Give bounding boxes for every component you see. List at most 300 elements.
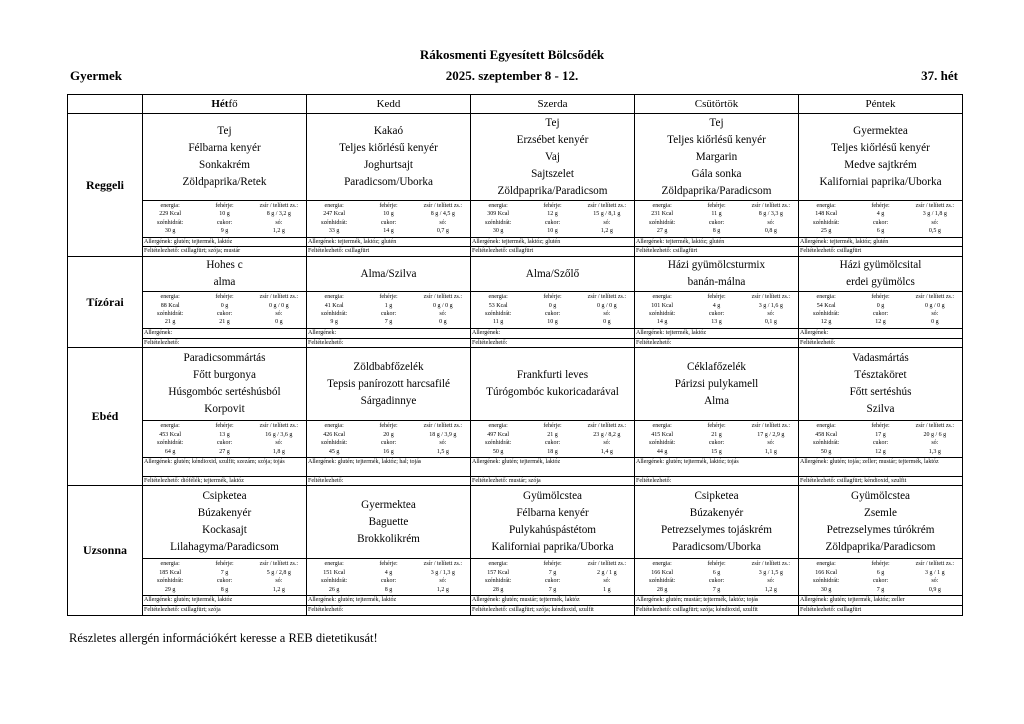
nutrition-value: 0 g: [220, 302, 229, 309]
menu-item: Házi gyümölcsital: [839, 259, 922, 272]
allergen-note: Allergének: tejtermék, laktóz: [635, 328, 798, 338]
nutrition-value: 14 g: [656, 319, 668, 326]
nutrition-value: 11 g: [493, 319, 504, 326]
possible-allergen-note: Feltételezhető:: [635, 338, 798, 348]
nutrition-label: zsír / telített zs.:: [751, 294, 790, 301]
nutrition-value: 6 g: [876, 569, 885, 576]
nutrition-label: energia:: [816, 294, 836, 301]
nutrition-label: energia:: [160, 561, 180, 568]
nutrition-value: 33 g: [328, 228, 340, 235]
nutrition-label: zsír / telített zs.:: [915, 294, 954, 301]
nutrition-value: 0 g: [548, 302, 557, 309]
nutrition-label: fehérje:: [871, 203, 890, 209]
nutrition-value: 3 g / 1,8 g: [922, 211, 947, 218]
nutrition-value: 1,2 g: [436, 586, 449, 593]
nutrition-label: fehérje:: [543, 423, 562, 430]
nutrition-label: fehérje:: [543, 203, 562, 209]
nutrition-grid: [307, 420, 470, 457]
possible-allergen-note: Feltételezhető:: [799, 338, 962, 348]
meal-label: Tízórai: [68, 257, 143, 348]
menu-cell: [635, 257, 799, 348]
nutrition-label: só:: [931, 219, 939, 226]
week-number: 37. hét: [921, 68, 958, 83]
nutrition-label: fehérje:: [379, 561, 398, 568]
nutrition-value: 16 g: [383, 448, 394, 455]
day-header-row: [68, 95, 963, 114]
nutrition-label: cukor:: [380, 311, 397, 318]
nutrition-label: zsír / telített zs.:: [587, 294, 626, 301]
possible-allergen-note: Feltételezhető:: [307, 605, 470, 615]
menu-item: Erzsébet kenyér: [516, 133, 589, 146]
nutrition-value: 16 g / 3,6 g: [265, 431, 293, 438]
menu-items: [635, 114, 798, 200]
nutrition-label: szénhidrát:: [321, 440, 348, 447]
menu-item: Zöldpaprika/Paradicsom: [825, 541, 936, 554]
nutrition-label: energia:: [324, 294, 344, 301]
nutrition-label: zsír / telített zs.:: [915, 561, 954, 568]
meal-label: Ebéd: [68, 348, 143, 486]
nutrition-value: 8 g / 3,3 g: [758, 211, 783, 218]
nutrition-value: 27 g: [656, 228, 668, 235]
allergen-note: Allergének: glutén; tejtermék, laktóz: [143, 595, 306, 605]
date-range: 2025. szeptember 8 - 12.: [445, 68, 579, 83]
menu-item: Frankfurti leves: [516, 369, 589, 382]
nutrition-value: 185 Kcal: [159, 569, 182, 576]
day-header: [471, 95, 635, 114]
menu-items: [307, 486, 470, 558]
nutrition-value: 7 g: [384, 319, 393, 326]
nutrition-label: cukor:: [708, 311, 725, 318]
menu-item: Főtt burgonya: [193, 369, 256, 382]
nutrition-label: energia:: [816, 561, 836, 568]
menu-item: Petrezselymes tojáskrém: [661, 524, 772, 537]
menu-cell: [307, 257, 471, 348]
menu-cell: [307, 348, 471, 486]
menu-item: Szilva: [866, 403, 895, 416]
nutrition-label: energia:: [160, 423, 180, 430]
nutrition-label: fehérje:: [379, 294, 398, 301]
possible-allergen-note: Feltételezhető: csillagfürt; szója; mustár: [143, 246, 306, 256]
nutrition-value: 14 g: [383, 228, 394, 235]
nutrition-value: 1 g: [384, 302, 393, 309]
possible-allergen-note: Feltételezhető: csillagfürt; szója; kéndioxid, szulfit: [635, 605, 798, 615]
nutrition-value: 30 g: [492, 228, 504, 235]
nutrition-value: 0,5 g: [928, 228, 941, 235]
allergen-note: Allergének: glutén; mustár; tejtermék, laktóz: [471, 595, 634, 605]
nutrition-label: szénhidrát:: [813, 219, 840, 226]
nutrition-value: 18 g: [547, 448, 558, 455]
possible-allergen-note: Feltételezhető: mustár; szója: [471, 476, 634, 486]
menu-item: Teljes kiőrlésű kenyér: [339, 142, 438, 154]
allergen-note: Allergének: tejtermék, laktóz; glutén: [307, 237, 470, 247]
nutrition-value: 1,8 g: [272, 448, 285, 455]
menu-item: Paradicsom/Uborka: [344, 176, 433, 188]
menu-cell: [799, 257, 963, 348]
day-header: [307, 95, 471, 114]
nutrition-value: 21 g: [164, 319, 176, 326]
menu-items: [635, 257, 798, 291]
possible-allergen-note: Feltételezhető: csillagfürt: [799, 605, 962, 615]
nutrition-label: fehérje:: [871, 294, 890, 301]
nutrition-label: szénhidrát:: [485, 578, 512, 585]
nutrition-value: 0 g / 0 g: [924, 302, 945, 309]
menu-items: [143, 348, 306, 420]
menu-cell: [471, 486, 635, 615]
nutrition-label: szénhidrát:: [649, 311, 676, 318]
nutrition-value: 1,2 g: [272, 586, 285, 593]
nutrition-label: cukor:: [544, 219, 561, 226]
nutrition-value: 3 g / 1,3 g: [430, 569, 455, 576]
possible-allergen-note: Feltételezhető:: [307, 338, 470, 348]
day-header: [799, 95, 963, 114]
nutrition-label: cukor:: [544, 311, 561, 318]
nutrition-label: fehérje:: [215, 561, 234, 568]
nutrition-label: energia:: [816, 423, 836, 430]
nutrition-value: 10 g: [547, 319, 558, 326]
nutrition-value: 229 Kcal: [159, 211, 182, 218]
menu-item: Tésztaköret: [854, 369, 907, 382]
nutrition-value: 28 g: [656, 586, 668, 593]
possible-allergen-note: Feltételezhető: csillagfürt: [799, 246, 962, 256]
menu-items: [471, 486, 634, 558]
allergen-note: Allergének:: [471, 328, 634, 338]
nutrition-grid: [635, 200, 798, 237]
menu-item: Tej: [545, 116, 560, 129]
nutrition-label: szénhidrát:: [321, 578, 348, 585]
nutrition-label: cukor:: [872, 578, 889, 585]
nutrition-label: só:: [603, 578, 611, 585]
nutrition-value: 15 g: [711, 448, 722, 455]
menu-item: Alma: [704, 394, 729, 407]
nutrition-value: 27 g: [219, 448, 230, 455]
nutrition-label: energia:: [488, 423, 508, 430]
menu-cell: [307, 486, 471, 615]
nutrition-value: 26 g: [328, 586, 340, 593]
nutrition-label: zsír / telített zs.:: [423, 294, 462, 301]
menu-cell: [471, 114, 635, 257]
nutrition-label: zsír / telített zs.:: [915, 423, 954, 430]
audience-label: Gyermek: [70, 68, 122, 83]
menu-items: [143, 257, 306, 291]
menu-items: [307, 114, 470, 200]
nutrition-label: fehérje:: [707, 561, 726, 568]
nutrition-label: só:: [603, 311, 611, 318]
nutrition-label: szénhidrát:: [813, 440, 840, 447]
nutrition-value: 497 Kcal: [487, 431, 510, 438]
nutrition-value: 3 g / 1,6 g: [758, 302, 783, 309]
nutrition-value: 0 g: [439, 319, 447, 326]
nutrition-value: 54 Kcal: [816, 302, 836, 309]
nutrition-label: cukor:: [708, 578, 725, 585]
menu-item: Gyermektea: [853, 125, 908, 137]
nutrition-label: cukor:: [216, 311, 233, 318]
nutrition-grid: [635, 291, 798, 328]
nutrition-label: zsír / telített zs.:: [587, 203, 626, 209]
menu-item: Főtt sertéshús: [849, 386, 912, 399]
nutrition-value: 23 g / 8,2 g: [593, 431, 621, 438]
nutrition-grid: [471, 420, 634, 457]
nutrition-value: 10 g: [383, 211, 394, 218]
menu-items: [635, 348, 798, 420]
nutrition-label: szénhidrát:: [485, 440, 512, 447]
nutrition-value: 1,2 g: [272, 228, 285, 235]
nutrition-value: 2 g / 1 g: [596, 569, 617, 576]
nutrition-label: só:: [275, 440, 283, 447]
document-title: Rákosmenti Egyesített Bölcsődék: [419, 47, 605, 62]
corner-cell: [68, 95, 143, 114]
menu-item: Sajtszelet: [531, 167, 574, 180]
allergen-note: Allergének: glutén; kéndioxid, szulfit; szezám; szója; tojás: [143, 457, 306, 476]
nutrition-value: 30 g: [164, 228, 176, 235]
nutrition-value: 45 g: [328, 448, 340, 455]
day-header: [143, 95, 307, 114]
menu-item: Vadasmártás: [852, 352, 909, 365]
nutrition-label: zsír / telített zs.:: [587, 561, 626, 568]
nutrition-label: zsír / telített zs.:: [423, 561, 462, 568]
nutrition-label: fehérje:: [379, 203, 398, 209]
menu-item: Gyümölcstea: [522, 490, 583, 503]
nutrition-value: 21 g: [547, 431, 558, 438]
possible-allergen-note: Feltételezhető: csillagfürt; szója; kéndioxid, szulfit: [471, 605, 634, 615]
menu-items: [471, 257, 634, 291]
menu-cell: [471, 348, 635, 486]
nutrition-label: cukor:: [380, 219, 397, 226]
menu-cell: [635, 486, 799, 615]
menu-item: Gála sonka: [691, 167, 742, 180]
nutrition-value: 157 Kcal: [487, 569, 510, 576]
menu-item: Teljes kiőrlésű kenyér: [831, 142, 930, 154]
menu-cell: [799, 486, 963, 615]
nutrition-label: zsír / telített zs.:: [259, 561, 298, 568]
nutrition-grid: [471, 291, 634, 328]
possible-allergen-note: Feltételezhető:: [143, 338, 306, 348]
menu-item: Brokkolikrém: [357, 532, 420, 545]
nutrition-label: só:: [275, 578, 283, 585]
nutrition-value: 64 g: [164, 448, 176, 455]
nutrition-value: 1,2 g: [764, 586, 777, 593]
nutrition-value: 8 g / 3,2 g: [266, 211, 291, 218]
nutrition-value: 151 Kcal: [323, 569, 346, 576]
nutrition-value: 17 g: [875, 431, 886, 438]
menu-item: Korpovit: [204, 403, 245, 416]
nutrition-grid: [143, 558, 306, 595]
menu-item: Margarin: [695, 150, 738, 163]
nutrition-grid: [143, 291, 306, 328]
nutrition-value: 7 g: [220, 569, 229, 576]
nutrition-value: 4 g: [712, 302, 721, 309]
nutrition-value: 20 g / 6 g: [923, 431, 947, 438]
nutrition-value: 88 Kcal: [160, 302, 180, 309]
nutrition-label: cukor:: [872, 440, 889, 447]
menu-item: Csipketea: [202, 490, 247, 503]
menu-item: Tepsis panírozott harcsafilé: [327, 377, 450, 390]
menu-item: Búzakenyér: [689, 507, 744, 520]
menu-item: Zöldpaprika/Paradicsom: [661, 184, 772, 197]
day-header-label: fő: [228, 98, 238, 110]
nutrition-label: só:: [767, 219, 775, 226]
day-header-bold: Hét: [211, 98, 229, 110]
menu-items: [799, 114, 962, 200]
nutrition-label: energia:: [488, 203, 508, 209]
nutrition-value: 15 g / 8,1 g: [593, 211, 621, 218]
menu-items: [799, 257, 962, 291]
allergen-note: Allergének: tejtermék, laktóz; glutén: [471, 237, 634, 247]
nutrition-value: 0 g: [876, 302, 885, 309]
nutrition-value: 13 g: [219, 431, 230, 438]
nutrition-label: cukor:: [216, 440, 233, 447]
nutrition-grid: [471, 558, 634, 595]
menu-table: [67, 94, 963, 616]
nutrition-value: 0 g: [603, 319, 611, 326]
nutrition-label: cukor:: [872, 219, 889, 226]
menu-item: Sárgadinnye: [360, 394, 417, 407]
day-header-label: Szerda: [537, 98, 568, 110]
menu-item: Tej: [217, 125, 232, 137]
meal-row: [68, 257, 963, 348]
possible-allergen-note: Feltételezhető: csillagfürt: [635, 246, 798, 256]
nutrition-value: 101 Kcal: [651, 302, 674, 309]
nutrition-label: só:: [275, 219, 283, 226]
menu-item: Gyümölcstea: [850, 490, 911, 503]
menu-cell: [143, 348, 307, 486]
menu-item: Céklafőzelék: [686, 360, 746, 373]
menu-cell: [799, 114, 963, 257]
possible-allergen-note: Feltételezhető: diófélék; tejtermék, laktóz: [143, 476, 306, 486]
nutrition-value: 8 g / 4,5 g: [430, 211, 455, 218]
allergen-note: Allergének:: [307, 328, 470, 338]
nutrition-grid: [799, 200, 962, 237]
nutrition-value: 50 g: [820, 448, 832, 455]
menu-item: Kaliforniai paprika/Uborka: [819, 176, 942, 188]
nutrition-value: 0,9 g: [928, 586, 941, 593]
menu-item: Gyermektea: [361, 498, 416, 511]
menu-item: Kaliforniai paprika/Uborka: [491, 541, 614, 554]
nutrition-grid: [799, 420, 962, 457]
nutrition-value: 3 g / 1 g: [924, 569, 945, 576]
menu-item: Vaj: [545, 150, 560, 163]
menu-item: Csipketea: [694, 490, 739, 503]
nutrition-label: fehérje:: [871, 423, 890, 430]
menu-item: Sonkakrém: [199, 159, 250, 171]
possible-allergen-note: Feltételezhető:: [307, 476, 470, 486]
allergen-note: Allergének: glutén; tejtermék, laktóz: [307, 595, 470, 605]
nutrition-value: 247 Kcal: [323, 211, 346, 218]
menu-items: [143, 114, 306, 200]
nutrition-value: 0 g: [931, 319, 939, 326]
menu-items: [307, 348, 470, 420]
allergen-note: Allergének: glutén; tejtermék, laktóz: [471, 457, 634, 476]
nutrition-label: só:: [931, 578, 939, 585]
menu-items: [471, 114, 634, 200]
nutrition-label: só:: [275, 311, 283, 318]
footer-note: Részletes allergén információkért keresse a REB dietetikusát!: [69, 631, 378, 645]
nutrition-label: zsír / telített zs.:: [751, 561, 790, 568]
nutrition-label: szénhidrát:: [649, 578, 676, 585]
nutrition-value: 0 g / 0 g: [432, 302, 453, 309]
nutrition-label: cukor:: [544, 440, 561, 447]
nutrition-label: fehérje:: [707, 423, 726, 430]
nutrition-grid: [307, 558, 470, 595]
nutrition-value: 458 Kcal: [815, 431, 838, 438]
nutrition-grid: [307, 200, 470, 237]
nutrition-value: 12 g: [875, 319, 886, 326]
nutrition-label: fehérje:: [543, 561, 562, 568]
allergen-note: Allergének: glutén; tejtermék, laktóz; hal; tojás: [307, 457, 470, 476]
nutrition-value: 9 g: [220, 228, 229, 235]
menu-item: banán-málna: [687, 276, 746, 289]
nutrition-label: energia:: [160, 203, 180, 209]
menu-item: Joghurtsajt: [363, 159, 414, 171]
menu-item: Kakaó: [373, 125, 404, 137]
menu-item: Párizsi pulykamell: [674, 377, 759, 390]
nutrition-label: só:: [931, 311, 939, 318]
nutrition-label: zsír / telített zs.:: [751, 423, 790, 430]
allergen-note: Allergének: glutén; tojás; zeller; mustár; tejtermék, laktóz: [799, 457, 962, 476]
nutrition-value: 8 g: [220, 586, 229, 593]
nutrition-label: energia:: [652, 561, 672, 568]
menu-item: Alma/Szőlő: [525, 267, 580, 280]
nutrition-value: 1,5 g: [436, 448, 449, 455]
nutrition-value: 415 Kcal: [651, 431, 674, 438]
meal-row: [68, 114, 963, 257]
nutrition-value: 28 g: [492, 586, 504, 593]
nutrition-value: 8 g: [712, 228, 721, 235]
nutrition-label: szénhidrát:: [157, 311, 184, 318]
nutrition-label: szénhidrát:: [813, 578, 840, 585]
day-header: [635, 95, 799, 114]
menu-item: Búzakenyér: [197, 507, 252, 520]
nutrition-label: cukor:: [708, 219, 725, 226]
nutrition-value: 44 g: [656, 448, 668, 455]
nutrition-label: szénhidrát:: [157, 578, 184, 585]
menu-item: Zöldbabfőzelék: [353, 360, 424, 373]
possible-allergen-note: Feltételezhető:: [635, 476, 798, 486]
nutrition-label: zsír / telített zs.:: [259, 423, 298, 430]
possible-allergen-note: Feltételezhető: csillagfürt; szója: [143, 605, 306, 615]
nutrition-value: 30 g: [820, 586, 832, 593]
nutrition-value: 0,7 g: [436, 228, 449, 235]
nutrition-label: szénhidrát:: [157, 219, 184, 226]
nutrition-label: cukor:: [380, 440, 397, 447]
menu-cell: [799, 348, 963, 486]
nutrition-value: 1,2 g: [600, 228, 613, 235]
menu-items: [143, 486, 306, 558]
nutrition-value: 11 g: [711, 211, 722, 218]
nutrition-label: szénhidrát:: [321, 311, 348, 318]
allergen-note: Allergének:: [143, 328, 306, 338]
menu-item: Zöldpaprika/Retek: [182, 176, 267, 188]
nutrition-value: 12 g: [875, 448, 886, 455]
nutrition-label: cukor:: [216, 578, 233, 585]
nutrition-value: 7 g: [876, 586, 885, 593]
nutrition-label: energia:: [652, 203, 672, 209]
nutrition-label: szénhidrát:: [157, 440, 184, 447]
menu-item: Tej: [709, 116, 724, 129]
nutrition-value: 0,1 g: [764, 319, 777, 326]
nutrition-value: 7 g: [712, 586, 721, 593]
nutrition-value: 18 g / 3,9 g: [429, 431, 457, 438]
nutrition-value: 8 g: [384, 586, 393, 593]
menu-items: [799, 486, 962, 558]
nutrition-value: 4 g: [876, 211, 885, 218]
menu-item: Alma/Szilva: [360, 267, 417, 280]
menu-cell: [471, 257, 635, 348]
nutrition-value: 166 Kcal: [815, 569, 838, 576]
nutrition-label: energia:: [488, 561, 508, 568]
nutrition-label: zsír / telített zs.:: [259, 294, 298, 301]
nutrition-value: 0,8 g: [764, 228, 777, 235]
nutrition-label: energia:: [488, 294, 508, 301]
